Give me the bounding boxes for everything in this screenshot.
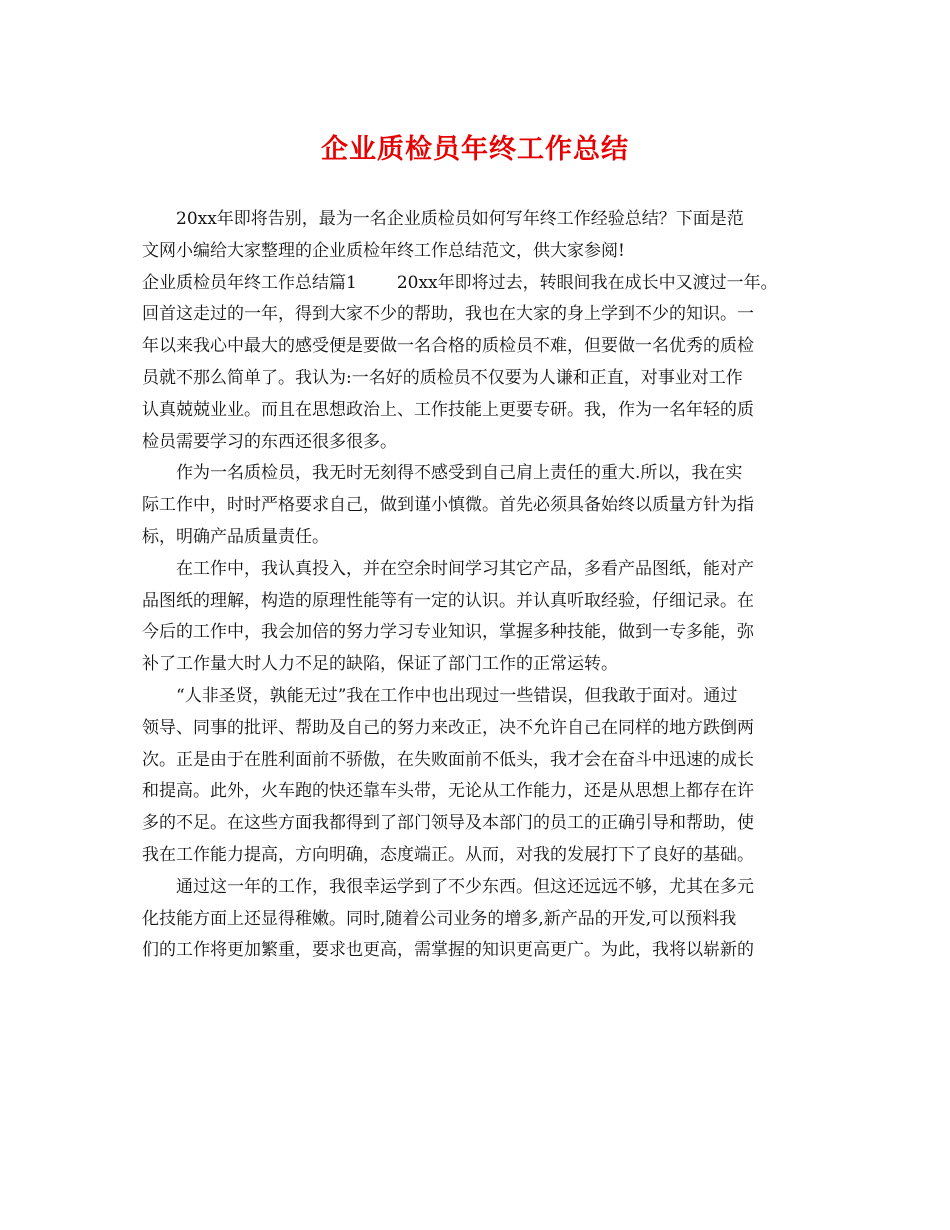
body-line: “人非圣贤，孰能无过”我在工作中也出现过一些错误，但我敢于面对。通过 [176,685,738,706]
body-line: 回首这走过的一年，得到大家不少的帮助，我也在大家的身上学到不少的知识。一 [142,304,754,325]
section-heading: 企业质检员年终工作总结篇1 [142,272,357,293]
body-line: 际工作中，时时严格要求自己，做到谨小慎微。首先必须具备始终以质量方针为指 [142,495,754,516]
body-line: 员就不那么简单了。我认为:一名好的质检员不仅要为人谦和正直，对事业对工作 [142,367,743,388]
body-line: 标，明确产品质量责任。 [142,526,329,547]
body-line: 多的不足。在这些方面我都得到了部门领导及本部门的员工的正确引导和帮助，使 [142,813,754,834]
body-line: 作为一名质检员，我无时无刻得不感受到自己肩上责任的重大.所以，我在实 [176,463,743,484]
section-first-sentence: 20xx年即将过去，转眼间我在成长中又渡过一年。 [396,272,778,293]
body-line: 和提高。此外，火车跑的快还靠车头带，无论从工作能力，还是从思想上都存在许 [142,781,754,802]
body-line: 检员需要学习的东西还很多很多。 [142,431,397,452]
body-line: 次。正是由于在胜利面前不骄傲，在失败面前不低头，我才会在奋斗中迅速的成长 [142,749,754,770]
document-body [142,204,822,967]
body-line: 文网小编给大家整理的企业质检年终工作总结范文，供大家参阅! [142,240,625,261]
body-line-heading [142,268,822,300]
body-line: 在工作中，我认真投入，并在空余时间学习其它产品，多看产品图纸，能对产 [176,558,754,579]
body-line: 20xx年即将告别，最为一名企业质检员如何写年终工作经验总结？下面是范 [176,209,744,229]
document-title: 企业质检员年终工作总结 [321,134,629,165]
body-line: 我在工作能力提高，方向明确，态度端正。从而，对我的发展打下了良好的基础。 [142,844,754,865]
body-line: 补了工作量大时人力不足的缺陷，保证了部门工作的正常运转。 [142,654,618,675]
body-line: 们的工作将更加繁重，要求也更高，需掌握的知识更高更广。为此，我将以崭新的 [142,940,754,961]
body-line: 年以来我心中最大的感受便是要做一名合格的质检员不难，但要做一名优秀的质检 [142,336,754,357]
body-line: 认真兢兢业业。而且在思想政治上、工作技能上更要专研。我，作为一名年轻的质 [142,399,754,420]
body-line: 品图纸的理解，构造的原理性能等有一定的认识。并认真听取经验，仔细记录。在 [142,590,754,611]
body-line: 化技能方面上还显得稚嫩。同时,随着公司业务的增多,新产品的开发,可以预料我 [142,908,737,929]
body-line: 通过这一年的工作，我很幸运学到了不少东西。但这还远远不够，尤其在多元 [176,876,754,897]
body-line: 领导、同事的批评、帮助及自己的努力来改正，决不允许自己在同样的地方跌倒两 [142,717,754,738]
body-line: 今后的工作中，我会加倍的努力学习专业知识，掌握多种技能，做到一专多能，弥 [142,622,754,643]
